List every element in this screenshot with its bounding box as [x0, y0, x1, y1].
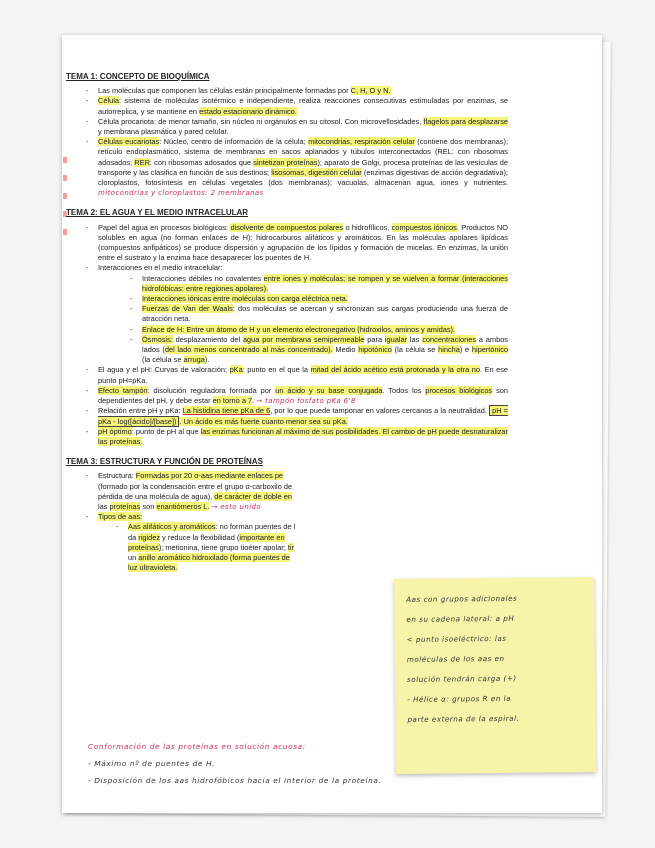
footer-line-1: Conformación de las proteínas en solución acuosa:: [88, 742, 306, 751]
handwritten-footer: [88, 742, 588, 793]
interaccion-4: - Enlace de H: Entre un átomo de H y un elemento electronegativo (hidroxilos, aminos y amidas).: [142, 325, 508, 335]
tema3-item-2: - Tipos de aas: - Aas alifáticos y aromáticos: no forman puentes de l da rigidez y reduce la flexibilidad (importante en proteínas); metionina, tiene grupo tioéter apolar; tir un anillo aromático hidroxilado (forma puentes de luz ultravioleta.: [98, 512, 398, 573]
interacciones-list: [98, 274, 508, 366]
tema3-title: TEMA 3: ESTRUCTURA Y FUNCIÓN DE PROTEÍNAS: [66, 457, 263, 467]
tema2-title: TEMA 2: EL AGUA Y EL MEDIO INTRACELULAR: [66, 208, 249, 218]
sticky-line-5: solución tendrán carga (+): [406, 673, 517, 684]
tema1-handwritten-note: mitocondrias y cloroplastos: 2 membranas: [98, 189, 264, 198]
interaccion-1: - Interacciones débiles no covalentes entre iones y moléculas; se rompen y se vuelven a formar (interacciones hidrofóbicas: entre regiones apolares).: [142, 274, 508, 294]
interaccion-2: - Interacciones iónicas entre moléculas con carga eléctrica neta.: [142, 294, 508, 304]
footer-line-2: - Máximo nº de puentes de H.: [88, 759, 216, 768]
tema2-item-3: - El agua y el pH: Curvas de valoración; pKa: punto en el que la mitad del ácido acético está protonada y la otra no. En ese punto pH=pKa.: [98, 365, 508, 385]
tema3-list: [68, 471, 398, 573]
tema2-item-1: - Papel del agua en procesos biológicos: disolvente de compuestos polares o hidrofílicos, compuestos iónicos. Productos NO solubles en agua (no forman enlaces de H): hidrocarburos alifáticos y aromáticos. En las moléculas apolares lipídicas (compuestos anfipáticos) se produce dispersión y agrupación de los lípidos y formación de micelas. En enzimas, la unión entre el sustrato y la enzima hace desaparecer los puentes de H.: [98, 223, 508, 264]
tipos-aas-list: [98, 522, 398, 573]
estructura-handwritten-note: → esto unido: [211, 502, 262, 511]
tema1-title: TEMA 1: CONCEPTO DE BIOQUÍMICA: [66, 72, 210, 81]
tema2-item-2: - Interacciones en el medio intracelular: - Interacciones débiles no covalentes entre iones y moléculas; se rompen y se vuelven a formar (interacciones hidrofóbicas: entre regiones apolares). - Interacciones iónicas entre moléculas con carga eléctrica neta. - Fuerzas de Van der Waals: dos moléculas se acercan y sincronizan sus cargas produciendo una fuerza de atracción neta. - Enlace de H: Entre un átomo de H y un elemento electronegativo (hidroxilos, aminos y amidas). - Ósmosis: desplazamiento del agua por membrana semipermeable para igualar las concentraciones a ambos lados (del lado menos concentrado al más concentrado). Medio hipotónico (la célula se hincha) e hipertónico (la célula se arruga).: [98, 263, 508, 365]
sticky-line-1: Aas con grupos adicionales: [406, 593, 518, 604]
tema1-item-4: - Células eucariotas: Núcleo, centro de información de la célula; mitocondrias, respiración celular (contiene dos membranas); retículo endoplasmático, sistema de membranas en sacos aplanados y túbulos interconectados (REL: con ribosomas adosados; RER: con ribosomas adosados que sintetizan proteínas); aparato de Golgi, procesa proteínas de las vesículas de transporte y las clasifica en función de sus destinos; lisosomas, digestión celular (enzimas digestivas de acción degradativa); cloroplastos, fotosíntesis en células vegetales (dos membranas); vacuolas, almacenan agua, iones y nutrientes. mitocondrias y cloroplastos: 2 membranas: [98, 137, 508, 198]
tema1-list: [68, 86, 508, 198]
tipo-aas-1: - Aas alifáticos y aromáticos: no forman puentes de l da rigidez y reduce la flexibilidad (importante en proteínas); metionina, tiene grupo tioéter apolar; tir un anillo aromático hidroxilado (forma puentes de luz ultravioleta.: [128, 522, 398, 573]
interaccion-5: - Ósmosis: desplazamiento del agua por membrana semipermeable para igualar las concentraciones a ambos lados (del lado menos concentrado al más concentrado). Medio hipotónico (la célula se hincha) e hipertónico (la célula se arruga).: [142, 335, 508, 366]
sticky-line-3: < punto isoeléctrico: las: [406, 633, 507, 644]
interaccion-3: - Fuerzas de Van der Waals: dos moléculas se acercan y sincronizan sus cargas produciendo una fuerza de atracción neta.: [142, 304, 508, 324]
tema1-item-1: - Las moléculas que componen las células están principalmente formadas por C, H, O y N.: [98, 86, 508, 96]
tema2-item-4: - Efecto tampón: disolución reguladora formada por un ácido y su base conjugada. Todos los procesos biológicos son dependientes del pH, y debe estar en torno a 7. → tampón fosfato pKa 6'8: [98, 386, 508, 406]
tema1-item-2: - Célula: sistema de moléculas isotérmico e independiente, realiza reacciones consecutivas estimuladas por enzimas, se autorreplica, y se mantiene en estado estacionario dinámico.: [98, 96, 508, 116]
tampon-handwritten-note: → tampón fosfato pKa 6'8: [256, 397, 356, 406]
sticky-line-6: - Hélice α: grupos R en la: [407, 693, 512, 704]
tema3-item-1: - Estructura: Formadas por 20 α-aas mediante enlaces pe (formado por la condensación entre el grupo α-carboxilo de pérdida de una molécula de agua), de carácter de doble en las proteínas son enantiómeros L. → esto unido: [98, 471, 398, 512]
notes-content: [68, 70, 508, 573]
sticky-line-4: moléculas de los aas en: [406, 653, 505, 664]
tema2-item-6: - pH óptimo: punto de pH al que las enzimas funcionan al máximo de sus posibilidades. El cambio de pH puede desnaturalizar las proteínas.: [98, 427, 508, 447]
sticky-line-7: parte externa de la espiral.: [407, 713, 520, 724]
sticky-line-2: en su cadena lateral: a pH: [406, 613, 515, 624]
tema2-list: [68, 223, 508, 447]
footer-line-3: - Disposición de los aas hidrofóbicos hacia el interior de la proteína.: [88, 776, 382, 785]
tema1-item-3: - Célula procariota: de menor tamaño, sin núcleo ni orgánulos en su citosol. Con microvellosidades, flagelos para desplazarse y membrana plasmática y pared celular.: [98, 117, 508, 137]
ph-formula: pH = pKa - log([ácido]/[base]): [98, 406, 508, 426]
tema2-item-5: - Relación entre pH y pKa: La histidina tiene pKa de 6, por lo que puede tamponar en valores cercanos a la neutralidad. pH = pKa - log([ácido]/[base]) . Un ácido es más fuerte cuanto menor sea su pKa.: [98, 406, 508, 426]
